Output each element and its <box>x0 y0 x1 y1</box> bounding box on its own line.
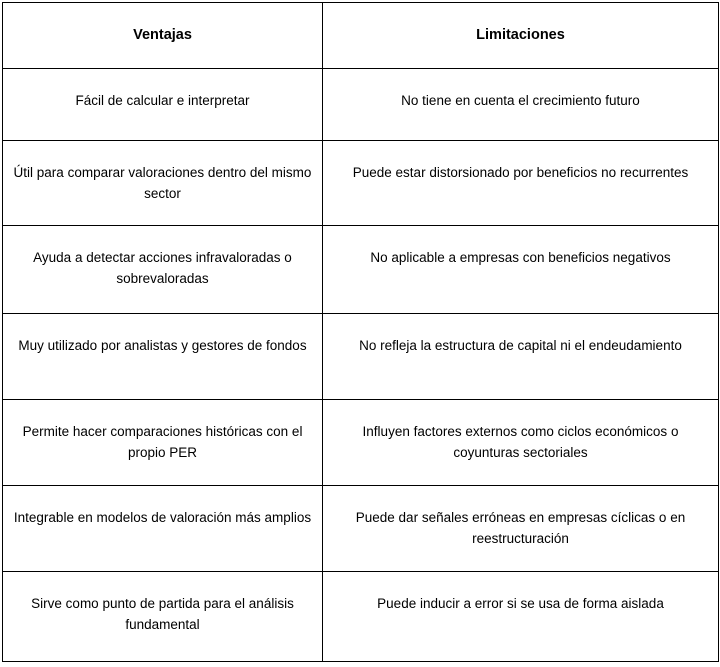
comparison-table-container <box>2 2 718 661</box>
table-row <box>3 572 719 662</box>
table-row <box>3 486 719 572</box>
cell-ventajas: Fácil de calcular e interpretar <box>3 69 323 141</box>
cell-limitaciones: No refleja la estructura de capital ni el endeudamiento <box>323 314 719 400</box>
column-header-ventajas: Ventajas <box>3 3 323 69</box>
cell-ventajas: Permite hacer comparaciones históricas con el propio PER <box>3 400 323 486</box>
table-row <box>3 314 719 400</box>
cell-limitaciones: Puede dar señales erróneas en empresas cíclicas o en reestructuración <box>323 486 719 572</box>
advantages-limitations-table <box>2 2 719 662</box>
cell-limitaciones: No aplicable a empresas con beneficios negativos <box>323 226 719 314</box>
cell-limitaciones: Influyen factores externos como ciclos económicos o coyunturas sectoriales <box>323 400 719 486</box>
column-header-limitaciones: Limitaciones <box>323 3 719 69</box>
table-row <box>3 141 719 226</box>
cell-limitaciones: No tiene en cuenta el crecimiento futuro <box>323 69 719 141</box>
cell-ventajas: Ayuda a detectar acciones infravaloradas o sobrevaloradas <box>3 226 323 314</box>
table-row <box>3 226 719 314</box>
cell-ventajas: Útil para comparar valoraciones dentro del mismo sector <box>3 141 323 226</box>
table-header-row <box>3 3 719 69</box>
table-row <box>3 69 719 141</box>
table-header <box>3 3 719 69</box>
cell-ventajas: Muy utilizado por analistas y gestores de fondos <box>3 314 323 400</box>
table-body <box>3 69 719 662</box>
table-row <box>3 400 719 486</box>
cell-limitaciones: Puede estar distorsionado por beneficios no recurrentes <box>323 141 719 226</box>
cell-ventajas: Integrable en modelos de valoración más amplios <box>3 486 323 572</box>
cell-ventajas: Sirve como punto de partida para el análisis fundamental <box>3 572 323 662</box>
cell-limitaciones: Puede inducir a error si se usa de forma aislada <box>323 572 719 662</box>
